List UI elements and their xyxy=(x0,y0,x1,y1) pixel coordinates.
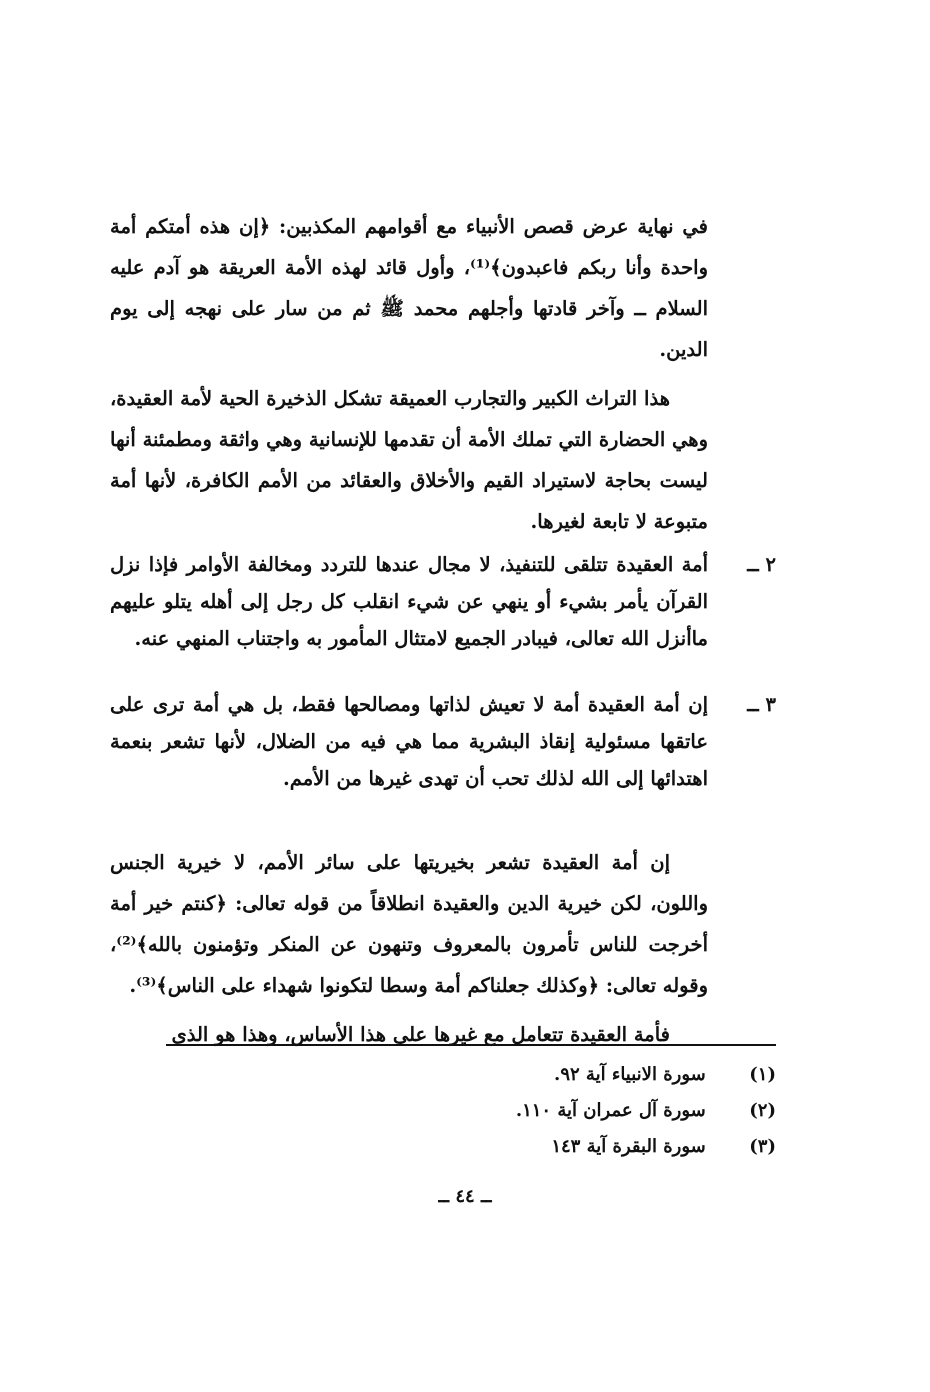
list-item-number: ٣ ــ xyxy=(747,693,776,716)
footnote-number: (٣) xyxy=(749,1136,776,1157)
footnote xyxy=(554,1062,776,1088)
list-item-number: ٢ ــ xyxy=(747,553,776,576)
paragraph-closing: فأمة العقيدة تتعامل مع غيرها على هذا الأساس، وهذا هو الذى xyxy=(171,1022,670,1046)
list-item xyxy=(110,546,776,657)
paragraph-opening: في نهاية عرض قصص الأنبياء مع أقوامهم المكذبين: ﴿إن هذه أمتكم أمة واحدة وأنا ربكم فاعبدون﴾⁽¹⁾، وأول قائد لهذه الأمة العريقة هو آدم عليه السلام ــ وآخر قادتها وأجلهم محمد ﷺ ثم من سار على نهجه إلى يوم الدين. xyxy=(110,214,708,361)
footnote-number: (٢) xyxy=(749,1100,776,1121)
footnote-text: سورة البقرة آية ١٤٣ xyxy=(551,1136,706,1157)
footnote-text: سورة آل عمران آية ١١٠. xyxy=(515,1100,706,1121)
list-item-text: إن أمة العقيدة أمة لا تعيش لذاتها ومصالحها فقط، بل هي أمة ترى على عاتقها مسئولية إنقاذ البشرية مما هي فيه من الضلال، لأنها تشعر بنعمة اهتدائها إلى الله لذلك تحب أن تهدى غيرها من الأمم. xyxy=(110,693,708,790)
footnote xyxy=(516,1098,776,1124)
footnote-number: (١) xyxy=(749,1064,776,1085)
footnote-divider xyxy=(166,1044,776,1046)
footnote-text: سورة الانبياء آية ٩٢. xyxy=(554,1064,706,1085)
footnote xyxy=(551,1134,776,1160)
paragraph-heritage: هذا التراث الكبير والتجارب العميقة تشكل الذخيرة الحية لأمة العقيدة، وهي الحضارة التي تملك الأمة أن تقدمها للإنسانية وهي واثقة ومطمئنة أنها ليست بحاجة لاستيراد القيم والأخلاق والعقائد من الأمم الكافرة، لأنها أمة متبوعة لا تابعة لغيرها. xyxy=(110,386,708,533)
list-item-text: أمة العقيدة تتلقى للتنفيذ، لا مجال عندها للتردد ومخالفة الأوامر فإذا نزل القرآن يأمر بشيء أو ينهي عن شيء انقلب كل رجل إلى أهله يتلو عليهم ماأنزل الله تعالى، فيبادر الجميع لامتثال المأمور به واجتناب المنهي عنه. xyxy=(110,553,708,650)
page-number: ــ ٤٤ ــ xyxy=(438,1186,492,1207)
paragraph-superiority: إن أمة العقيدة تشعر بخيريتها على سائر الأمم، لا خيرية الجنس واللون، لكن خيرية الدين والعقيدة انطلاقاً من قوله تعالى: ﴿كنتم خير أمة أخرجت للناس تأمرون بالمعروف وتنهون عن المنكر وتؤمنون بالله﴾⁽²⁾، وقوله تعالى: ﴿وكذلك جعلناكم أمة وسطا لتكونوا شهداء على الناس﴾⁽³⁾. xyxy=(110,850,708,997)
list-item xyxy=(110,686,776,797)
